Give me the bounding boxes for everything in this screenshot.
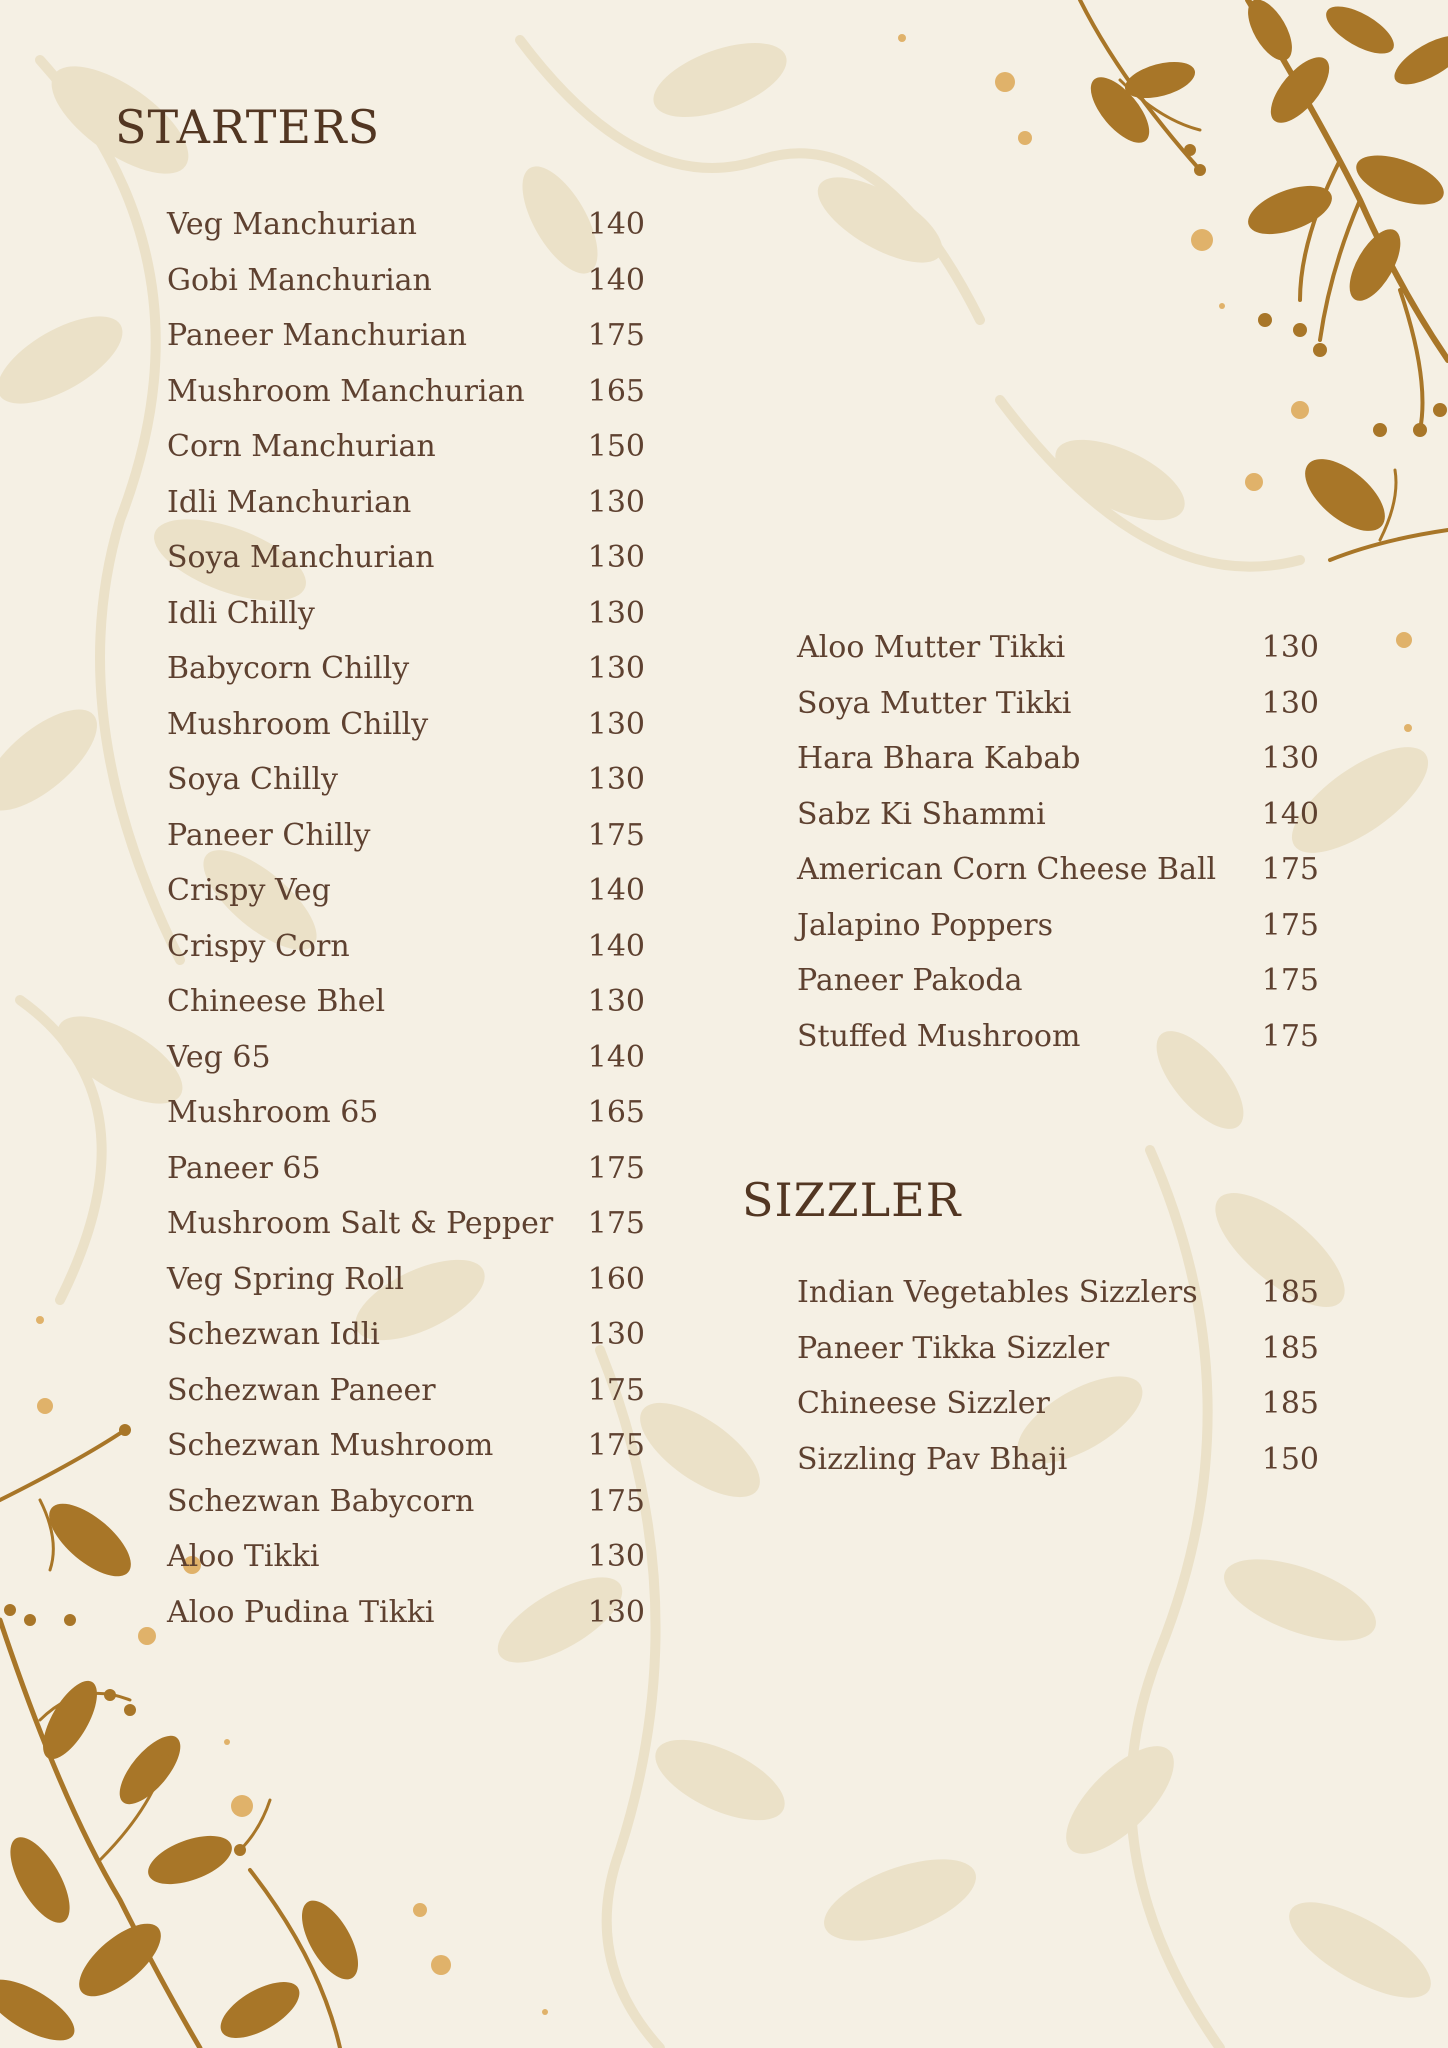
menu-item-price: 130 [587, 706, 645, 742]
menu-item [167, 475, 645, 531]
menu-item-price: 165 [587, 373, 645, 409]
menu-item-price: 185 [1261, 1386, 1319, 1421]
menu-item-price: 150 [1261, 1441, 1319, 1477]
menu-item-price: 175 [587, 318, 645, 353]
menu-item-price: 130 [587, 1539, 645, 1574]
menu-item [797, 620, 1319, 676]
menu-item [167, 863, 645, 919]
menu-item-name: Aloo Tikki [167, 1539, 320, 1574]
menu-item-name: Soya Manchurian [167, 540, 435, 575]
menu-item-name: Schezwan Idli [167, 1317, 380, 1352]
menu-item-price: 175 [1261, 852, 1319, 887]
menu-item [797, 1265, 1319, 1321]
menu-item-name: Hara Bhara Kabab [797, 741, 1081, 776]
menu-item [167, 697, 645, 753]
menu-item-name: Chineese Bhel [167, 984, 386, 1019]
menu-item-name: Paneer Pakoda [797, 963, 1023, 998]
menu-item-name: Sizzling Pav Bhaji [797, 1441, 1068, 1477]
starters-title: STARTERS [115, 100, 381, 154]
menu-item [167, 1085, 645, 1141]
menu-item [167, 1418, 645, 1474]
menu-item-name: Chineese Sizzler [797, 1386, 1050, 1421]
menu-item-name: Corn Manchurian [167, 429, 436, 464]
menu-item [797, 953, 1319, 1009]
menu-item [167, 1585, 645, 1641]
menu-item-price: 160 [587, 1261, 645, 1297]
menu-item [167, 808, 645, 864]
menu-item-price: 130 [1261, 741, 1319, 776]
menu-item-name: American Corn Cheese Ball [797, 852, 1217, 887]
menu-item-name: Indian Vegetables Sizzlers [797, 1275, 1198, 1310]
menu-item [167, 1030, 645, 1086]
menu-item-name: Idli Manchurian [167, 484, 412, 520]
menu-item [167, 586, 645, 642]
menu-item [797, 787, 1319, 843]
menu-item [167, 253, 645, 309]
menu-item-price: 130 [587, 1594, 645, 1630]
menu-item-name: Mushroom Salt & Pepper [167, 1206, 554, 1241]
menu-item [167, 641, 645, 697]
menu-item-price: 130 [587, 762, 645, 797]
menu-item-name: Veg Manchurian [167, 207, 417, 242]
menu-item-name: Aloo Mutter Tikki [797, 630, 1066, 665]
menu-item [167, 1196, 645, 1252]
menu-item-name: Crispy Corn [167, 928, 350, 964]
menu-item [797, 731, 1319, 787]
menu-item [167, 974, 645, 1030]
menu-item-price: 130 [1261, 685, 1319, 721]
menu-item-price: 175 [1261, 1018, 1319, 1054]
menu-item [167, 308, 645, 364]
menu-item [167, 1307, 645, 1363]
menu-item [797, 1432, 1319, 1488]
menu-item [167, 197, 645, 253]
menu-item-price: 185 [1261, 1275, 1319, 1310]
menu-item [167, 364, 645, 420]
menu-item-name: Gobi Manchurian [167, 262, 432, 298]
menu-item [797, 1009, 1319, 1065]
menu-item [167, 419, 645, 475]
menu-item [167, 1529, 645, 1585]
menu-item [167, 1252, 645, 1308]
menu-item-price: 130 [587, 651, 645, 686]
menu-item-price: 165 [587, 1095, 645, 1130]
menu-item-name: Schezwan Babycorn [167, 1483, 475, 1519]
menu-item-name: Paneer Tikka Sizzler [797, 1330, 1110, 1366]
menu-item-name: Paneer Chilly [167, 817, 371, 853]
menu-item-price: 150 [587, 429, 645, 464]
menu-item [167, 919, 645, 975]
menu-item [167, 752, 645, 808]
menu-item-price: 175 [587, 1428, 645, 1463]
starters-continued-list [797, 620, 1319, 1064]
menu-item-name: Schezwan Paneer [167, 1372, 436, 1408]
menu-item-name: Paneer Manchurian [167, 318, 467, 353]
menu-item-name: Jalapino Poppers [797, 907, 1054, 943]
menu-item-name: Soya Chilly [167, 762, 338, 797]
menu-item-price: 140 [587, 873, 645, 908]
menu-item-name: Veg Spring Roll [167, 1261, 404, 1297]
menu-item-price: 175 [1261, 907, 1319, 943]
menu-item-price: 140 [587, 262, 645, 298]
menu-item [797, 676, 1319, 732]
sizzler-list [797, 1265, 1319, 1487]
menu-item-name: Paneer 65 [167, 1150, 321, 1186]
menu-item-price: 130 [587, 1317, 645, 1352]
menu-item [797, 1376, 1319, 1432]
menu-item-price: 130 [587, 984, 645, 1019]
menu-item-name: Aloo Pudina Tikki [167, 1594, 435, 1630]
menu-item [167, 530, 645, 586]
menu-item [167, 1474, 645, 1530]
menu-item-name: Crispy Veg [167, 873, 331, 908]
menu-item-name: Soya Mutter Tikki [797, 685, 1072, 721]
menu-item-name: Mushroom Manchurian [167, 373, 525, 409]
menu-item-price: 130 [587, 595, 645, 631]
menu-item-price: 185 [1261, 1330, 1319, 1366]
menu-item-price: 175 [587, 1150, 645, 1186]
menu-item-name: Stuffed Mushroom [797, 1018, 1081, 1054]
menu-item [797, 1321, 1319, 1377]
menu-item-price: 140 [587, 928, 645, 964]
menu-item [167, 1141, 645, 1197]
menu-item [797, 898, 1319, 954]
menu-item-price: 130 [1261, 630, 1319, 665]
menu-item-price: 175 [587, 1206, 645, 1241]
menu-item-name: Babycorn Chilly [167, 651, 410, 686]
menu-item [167, 1363, 645, 1419]
menu-item-price: 175 [587, 817, 645, 853]
menu-item-price: 130 [587, 540, 645, 575]
menu-item-name: Mushroom Chilly [167, 706, 429, 742]
menu-item-price: 140 [587, 207, 645, 242]
sizzler-title: SIZZLER [742, 1173, 962, 1227]
starters-list [167, 197, 645, 1640]
menu-item-name: Veg 65 [167, 1039, 271, 1075]
menu-item-name: Schezwan Mushroom [167, 1428, 494, 1463]
menu-item-price: 175 [1261, 963, 1319, 998]
menu-item-price: 140 [1261, 796, 1319, 832]
menu-item-price: 175 [587, 1483, 645, 1519]
menu-item-name: Idli Chilly [167, 595, 315, 631]
menu-item-price: 130 [587, 484, 645, 520]
menu-item-price: 140 [587, 1039, 645, 1075]
menu-item-name: Mushroom 65 [167, 1095, 379, 1130]
menu-item-price: 175 [587, 1372, 645, 1408]
menu-item [797, 842, 1319, 898]
menu-item-name: Sabz Ki Shammi [797, 796, 1046, 832]
